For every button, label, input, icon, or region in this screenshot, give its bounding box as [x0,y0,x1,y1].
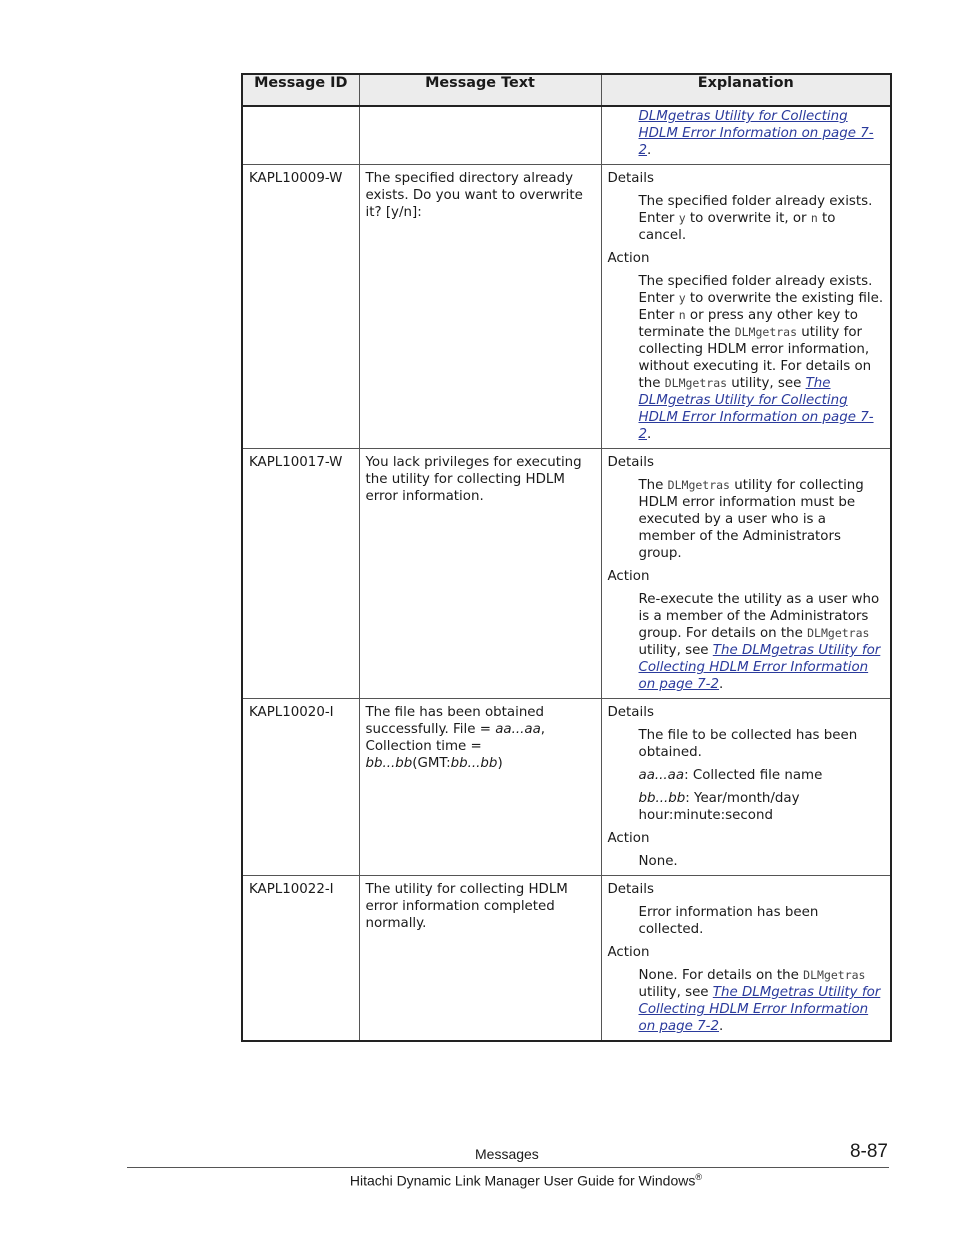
action-text: Re-execute the utility as a user who is a member of the Administrators group. For details on the DLMgetras utility, see The DLMgetras Utility for Collecting HDLM Error Information on page 7-2. [638,592,881,692]
explanation-cell [601,449,891,699]
details-variable-bb: bb...bb: Year/month/day hour:minute:second [638,791,800,823]
variable-text: bb...bb [365,756,413,771]
code-text: DLMgetras [734,325,798,339]
table-row [242,165,891,449]
cross-reference-link[interactable]: DLMgetras Utility for Collecting HDLM Error Information on page 7-2 [638,109,874,158]
message-text-cell: The utility for collecting HDLM error information completed normally. [359,876,601,1042]
table-row [242,449,891,699]
details-text: Error information has been collected. [638,905,819,937]
variable-text: bb...bb [450,756,498,771]
details-text: The DLMgetras utility for collecting HDLM error information must be executed by a user who is a member of the Administrators group. [638,478,864,561]
message-id-cell: KAPL10017-W [242,449,359,699]
table-row [242,876,891,1042]
explanation-cell [601,106,891,165]
code-text: y [678,211,686,225]
details-label: Details [607,705,654,720]
code-text: DLMgetras [803,968,866,982]
explanation-cell [601,699,891,876]
details-text: The specified folder already exists. Enter y to overwrite it, or n to cancel. [638,194,873,243]
explanation-cell [601,876,891,1042]
action-label: Action [607,569,650,584]
message-text-cell: You lack privileges for executing the utility for collecting HDLM error information. [359,449,601,699]
action-label: Action [607,831,650,846]
message-text-cell: The specified directory already exists. Do you want to overwrite it? [y/n]: [359,165,601,449]
code-text: n [678,308,686,322]
cross-reference-link[interactable]: The DLMgetras Utility for Collecting HDLM Error Information on page 7-2 [638,985,881,1034]
footer-section-label: Messages [475,1146,539,1162]
action-text: The specified folder already exists. Enter y to overwrite the existing file. Enter n or press any other key to terminate the DLMgetras utility for collecting HDLM error information, without executing it. For details on the DLMgetras utility, see The DLMgetras Utility for Collecting HDLM Error Information on page 7-2. [638,274,884,442]
message-id-cell: KAPL10020-I [242,699,359,876]
table-header-row [242,74,891,106]
explanation-cell [601,165,891,449]
message-id-cell [242,106,359,165]
header-message-text: Message Text [359,74,601,106]
code-text: DLMgetras [664,376,728,390]
table-row [242,106,891,165]
action-label: Action [607,945,650,960]
details-label: Details [607,882,654,897]
footer-divider [127,1167,889,1168]
action-text: None. For details on the DLMgetras utility, see The DLMgetras Utility for Collecting HDLM Error Information on page 7-2. [638,968,881,1034]
page-number: 8-87 [849,1141,888,1162]
code-text: y [678,291,686,305]
details-label: Details [607,455,654,470]
continued-reference: DLMgetras Utility for Collecting HDLM Error Information on page 7-2. [638,109,874,158]
details-label: Details [607,171,654,186]
header-message-id: Message ID [242,74,359,106]
details-variable-aa: aa...aa: Collected file name [638,768,823,783]
message-text-cell: The file has been obtained successfully. File = aa...aa, Collection time = bb...bb(GMT:bb...bb) [359,699,601,876]
message-id-cell: KAPL10022-I [242,876,359,1042]
variable-text: aa...aa [495,722,541,737]
cross-reference-link[interactable]: The DLMgetras Utility for Collecting HDLM Error Information on page 7-2 [638,643,881,692]
header-explanation: Explanation [601,74,891,106]
action-text: None. [638,854,678,869]
details-text: The file to be collected has been obtained. [638,728,858,760]
cross-reference-link[interactable]: The DLMgetras Utility for Collecting HDLM Error Information on page 7-2 [638,376,874,442]
table-row [242,699,891,876]
footer-book-title: Hitachi Dynamic Link Manager User Guide for Windows® [349,1172,702,1189]
message-text-cell [359,106,601,165]
action-label: Action [607,251,650,266]
code-text: DLMgetras [667,478,730,492]
message-id-cell: KAPL10009-W [242,165,359,449]
registered-mark: ® [695,1172,702,1182]
code-text: n [810,211,818,225]
code-text: DLMgetras [807,626,870,640]
message-table [241,73,892,1042]
